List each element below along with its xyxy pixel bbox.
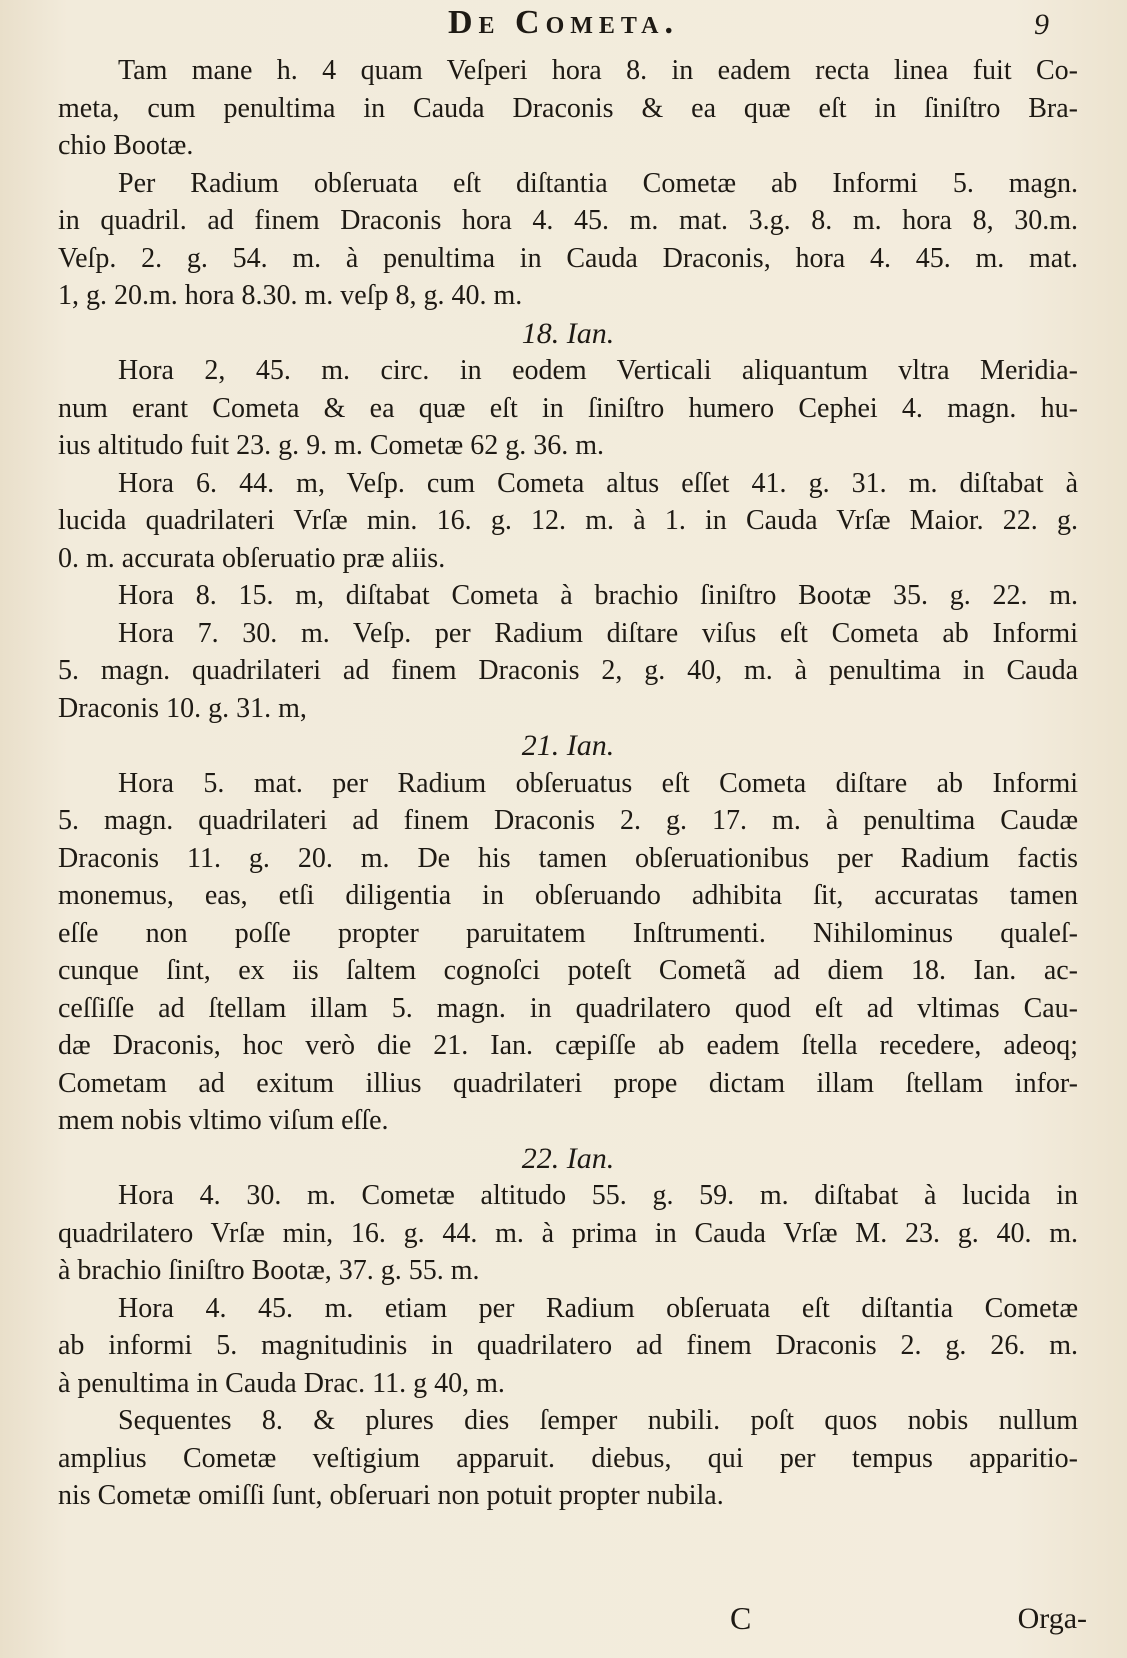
catchword: Orga- bbox=[1017, 1602, 1087, 1635]
text-line: à penultima in Cauda Drac. 11. g 40, m. bbox=[58, 1367, 505, 1399]
text-line: cunque ſint, ex iis ſaltem cognoſci poteſt Cometã ad diem 18. Ian. ac- bbox=[58, 955, 1078, 986]
text-line: 0. m. accurata obſeruatio præ aliis. bbox=[58, 542, 446, 574]
text-line: ius altitudo fuit 23. g. 9. m. Cometæ 62 g. 36. m. bbox=[58, 430, 604, 461]
text-line: Hora 5. mat. per Radium obſeruatus eſt Cometa diſtare ab Informi bbox=[118, 767, 1078, 799]
signature-mark: C bbox=[730, 1600, 752, 1636]
text-line: Sequentes 8. & plures dies ſemper nubili. poſt quos nobis nullum bbox=[118, 1405, 1078, 1436]
text-line: Hora 6. 44. m, Veſp. cum Cometa altus eſſet 41. g. 31. m. diſtabat à bbox=[118, 467, 1078, 499]
text-line: Per Radium obſeruata eſt diſtantia Cometæ ab Informi 5. magn. bbox=[118, 167, 1078, 199]
page-header bbox=[0, 4, 1127, 44]
text-line: Draconis 10. g. 31. m, bbox=[58, 692, 307, 724]
text-line: Hora 2, 45. m. circ. in eodem Verticali aliquantum vltra Meridia- bbox=[118, 355, 1078, 386]
page-number: 9 bbox=[1034, 8, 1049, 41]
body-text bbox=[58, 52, 1078, 1515]
text-line: Hora 7. 30. m. Veſp. per Radium diſtare viſus eſt Cometa ab Informi bbox=[118, 617, 1078, 649]
text-line: Hora 4. 30. m. Cometæ altitudo 55. g. 59. m. diſtabat à lucida in bbox=[118, 1180, 1078, 1211]
text-line: meta, cum penultima in Cauda Draconis & ea quæ eſt in ſiniſtro Bra- bbox=[58, 92, 1078, 124]
text-line: chio Bootæ. bbox=[58, 130, 194, 161]
date-heading: 18. Ian. bbox=[521, 316, 615, 350]
text-line: 1, g. 20.m. hora 8.30. m. veſp 8, g. 40. m. bbox=[58, 280, 523, 311]
text-line: 5. magn. quadrilateri ad finem Draconis 2. g. 17. m. à penultima Caudæ bbox=[58, 805, 1078, 836]
text-line: amplius Cometæ veſtigium apparuit. diebus, qui per tempus apparitio- bbox=[58, 1442, 1078, 1474]
text-line: Hora 8. 15. m, diſtabat Cometa à brachio ſiniſtro Bootæ 35. g. 22. m. bbox=[118, 580, 1078, 611]
text-line: nis Cometæ omiſſi ſunt, obſeruari non potuit propter nubila. bbox=[58, 1480, 724, 1511]
text-line: Veſp. 2. g. 54. m. à penultima in Cauda Draconis, hora 4. 45. m. mat. bbox=[58, 242, 1078, 274]
text-line: eſſe non poſſe propter paruitatem Inſtrumenti. Nihilominus qualeſ- bbox=[58, 917, 1078, 949]
text-line: Hora 4. 45. m. etiam per Radium obſeruata eſt diſtantia Cometæ bbox=[118, 1292, 1078, 1324]
date-heading: 22. Ian. bbox=[521, 1141, 615, 1175]
text-line: Draconis 11. g. 20. m. De his tamen obſeruationibus per Radium factis bbox=[58, 842, 1078, 874]
text-line: dæ Draconis, hoc verò die 21. Ian. cæpiſſe ab eadem ſtella recedere, adeoq; bbox=[58, 1030, 1078, 1061]
page-footer bbox=[0, 1600, 1127, 1644]
text-line: num erant Cometa & ea quæ eſt in ſiniſtro humero Cephei 4. magn. hu- bbox=[58, 392, 1078, 424]
text-line: Cometam ad exitum illius quadrilateri prope dictam illam ſtellam infor- bbox=[58, 1067, 1078, 1099]
text-line: lucida quadrilateri Vrſæ min. 16. g. 12. m. à 1. in Cauda Vrſæ Maior. 22. g. bbox=[58, 505, 1078, 536]
running-title: De Cometa. bbox=[447, 4, 679, 41]
text-line: Tam mane h. 4 quam Veſperi hora 8. in eadem recta linea fuit Co- bbox=[118, 55, 1078, 86]
text-line: monemus, eas, etſi diligentia in obſeruando adhibita ſit, accuratas tamen bbox=[58, 880, 1078, 911]
date-heading: 21. Ian. bbox=[521, 729, 615, 762]
text-line: ceſſiſſe ad ſtellam illam 5. magn. in quadrilatero quod eſt ad vltimas Cau- bbox=[58, 992, 1078, 1024]
text-line: à brachio ſiniſtro Bootæ, 37. g. 55. m. bbox=[58, 1255, 480, 1286]
text-line: mem nobis vltimo viſum eſſe. bbox=[58, 1105, 389, 1136]
text-line: 5. magn. quadrilateri ad finem Draconis 2, g. 40, m. à penultima in Cauda bbox=[58, 655, 1078, 686]
text-line: quadrilatero Vrſæ min, 16. g. 44. m. à prima in Cauda Vrſæ M. 23. g. 40. m. bbox=[58, 1217, 1078, 1249]
text-line: in quadril. ad finem Draconis hora 4. 45. m. mat. 3.g. 8. m. hora 8, 30.m. bbox=[58, 205, 1078, 236]
text-line: ab informi 5. magnitudinis in quadrilatero ad finem Draconis 2. g. 26. m. bbox=[58, 1330, 1078, 1361]
